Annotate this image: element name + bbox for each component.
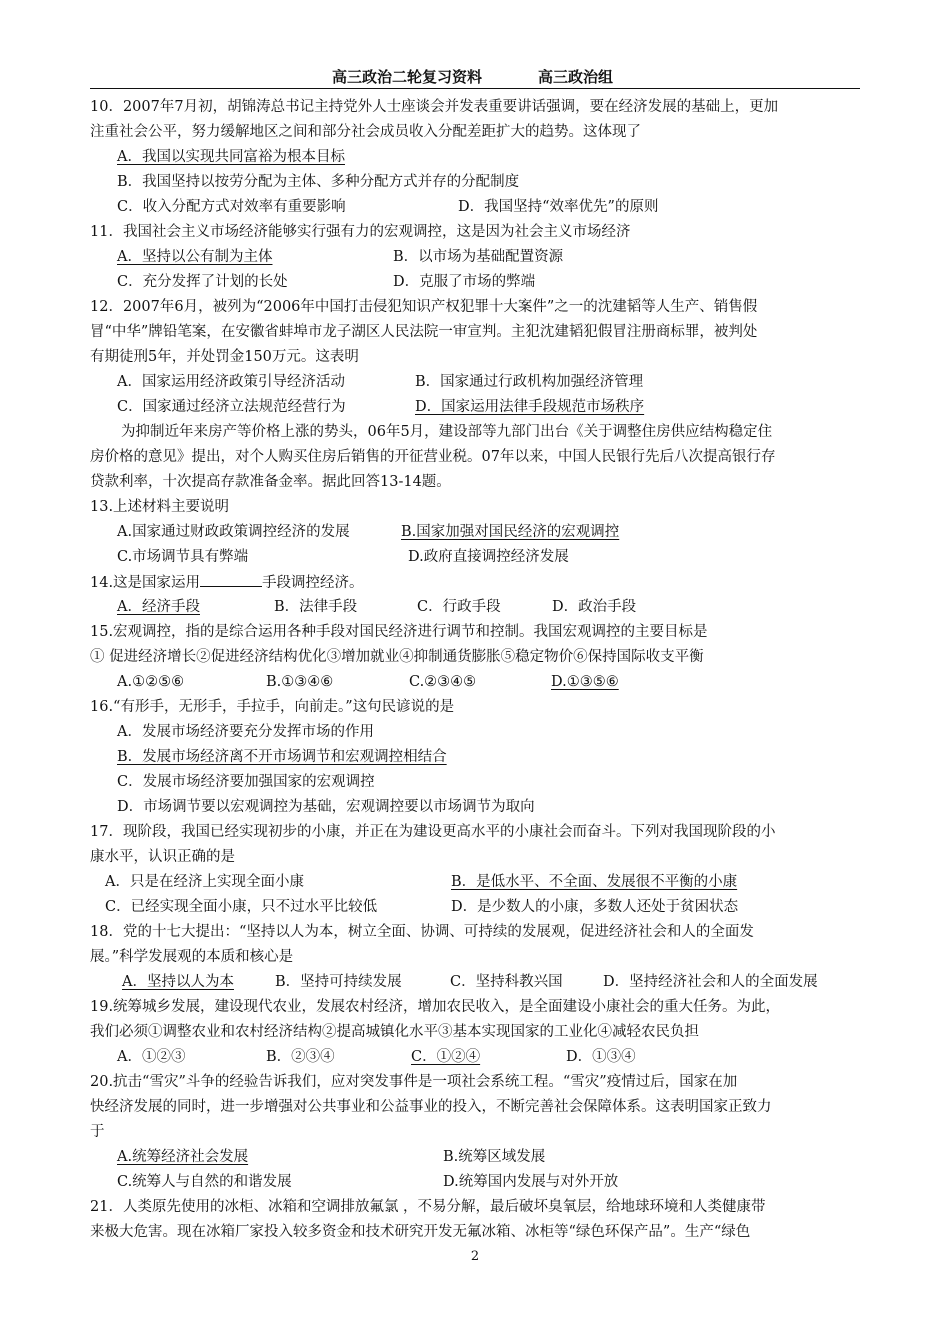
question-11-option-d: D．克服了市场的弊端 [393,274,536,290]
question-15-text: 15.宏观调控，指的是综合运用各种手段对国民经济进行调节和控制。我国宏观调控的主要目标是 [90,624,708,640]
question-12-option-a: A．国家运用经济政策引导经济活动 [117,374,345,390]
question-18-text: 18．党的十七大提出：“坚持以人为本，树立全面、协调、可持续的发展观，促进经济社会和人的全面发 [90,924,754,940]
question-18-option-b: B．坚持可持续发展 [275,974,402,990]
question-19-option-c: C．①②④ [411,1049,481,1065]
question-19-option-b: B．②③④ [266,1049,335,1065]
question-18-option-c: C．坚持科教兴国 [450,974,563,990]
question-17-option-d: D．是少数人的小康，多数人还处于贫困状态 [451,899,739,915]
page-number: 2 [470,1249,480,1264]
material-text: 房价格的意见》提出，对个人购买住房后销售的开征营业税。07年以来，中国人民银行先后八次提高银行存 [90,449,776,465]
question-15-option-a: A.①②⑤⑥ [117,674,185,690]
question-12-option-b: B．国家通过行政机构加强经济管理 [415,374,644,390]
question-13-option-a: A.国家通过财政政策调控经济的发展 [117,524,350,540]
question-12-text: 12．2007年6月，被列为“2006年中国打击侵犯知识产权犯罪十大案件”之一的沈建韬等人生产、销售假 [90,299,758,315]
question-18-option-a: A．坚持以人为本 [122,974,234,990]
question-20-text: 于 [90,1124,105,1140]
question-10-text: 注重社会公平，努力缓解地区之间和部分社会成员收入分配差距扩大的趋势。这体现了 [90,124,641,140]
question-14-text-suffix: 手段调控经济。 [262,575,364,591]
question-16-option-d: D．市场调节要以宏观调控为基础，宏观调控要以市场调节为取向 [117,799,535,815]
header-title: 高三政治二轮复习资料 [332,68,483,86]
question-19-text: 19.统筹城乡发展，建设现代农业，发展农村经济，增加农民收入，是全面建设小康社会的重大任务。为此， [90,999,781,1015]
question-11-option-b: B．以市场为基础配置资源 [393,249,564,265]
question-20-option-b: B.统筹区域发展 [443,1149,546,1165]
page-header [90,66,860,89]
question-14-option-b: B．法律手段 [274,599,358,615]
question-14-option-d: D．政治手段 [552,599,637,615]
question-19-text: 我们必须①调整农业和农村经济结构②提高城镇化水平③基本实现国家的工业化④减轻农民负担 [90,1024,699,1040]
question-13-option-b: B.国家加强对国民经济的宏观调控 [401,524,620,540]
question-20-text: 快经济发展的同时，进一步增强对公共事业和公益事业的投入，不断完善社会保障体系。这表明国家正致力 [90,1099,772,1115]
question-13-option-d: D.政府直接调控经济发展 [408,549,569,565]
question-13-text: 13.上述材料主要说明 [90,499,230,515]
question-16-text: 16.“有形手，无形手，手拉手，向前走。”这句民谚说的是 [90,699,455,715]
question-16-option-b: B．发展市场经济离不开市场调节和宏观调控相结合 [117,749,447,765]
question-10-text: 10．2007年7月初，胡锦涛总书记主持党外人士座谈会并发表重要讲话强调，要在经济发展的基础上，更加 [90,99,779,115]
question-12-text: 有期徒刑5年，并处罚金150万元。这表明 [90,349,359,365]
header-group: 高三政治组 [538,68,614,86]
question-11-option-a: A．坚持以公有制为主体 [117,249,273,265]
question-10-option-a: A．我国以实现共同富裕为根本目标 [117,149,345,165]
question-19-option-a: A．①②③ [117,1049,186,1065]
question-14-option-a: A．经济手段 [117,599,200,615]
question-17-option-b: B．是低水平、不全面、发展很不平衡的小康 [451,874,738,890]
question-21-text: 来极大危害。现在冰箱厂家投入较多资金和技术研究开发无氟冰箱、冰柜等“绿色环保产品”。生产“绿色 [90,1224,751,1240]
question-15-option-d: D.①③⑤⑥ [551,674,619,690]
material-text: 贷款利率，十次提高存款准备金率。据此回答13-14题。 [90,474,451,490]
question-16-option-a: A．发展市场经济要充分发挥市场的作用 [117,724,374,740]
question-12-option-d: D．国家运用法律手段规范市场秩序 [415,399,645,415]
question-14-text-prefix: 14.这是国家运用 [90,575,201,591]
question-11-text: 11．我国社会主义市场经济能够实行强有力的宏观调控，这是因为社会主义市场经济 [90,224,631,240]
question-17-text: 17．现阶段，我国已经实现初步的小康，并正在为建设更高水平的小康社会而奋斗。下列对我国现阶段的小 [90,824,776,840]
question-20-option-d: D.统筹国内发展与对外开放 [443,1174,619,1190]
question-15-option-b: B.①③④⑥ [266,674,334,690]
question-12-option-c: C．国家通过经济立法规范经营行为 [117,399,346,415]
question-15-text: ① 促进经济增长②促进经济结构优化③增加就业④抑制通货膨胀⑤稳定物价⑥保持国际收支平衡 [90,649,704,665]
question-18-text: 展。”科学发展观的本质和核心是 [90,949,294,965]
answer-blank [200,572,262,587]
question-17-option-a: A．只是在经济上实现全面小康 [105,874,304,890]
question-16-option-c: C．发展市场经济要加强国家的宏观调控 [117,774,375,790]
question-17-option-c: C．已经实现全面小康，只不过水平比较低 [105,899,378,915]
material-text: 为抑制近年来房产等价格上涨的势头，06年5月，建设部等九部门出台《关于调整住房供应结构稳定住 [121,424,773,440]
question-17-text: 康水平，认识正确的是 [90,849,235,865]
question-13-option-c: C.市场调节具有弊端 [117,549,249,565]
question-20-option-a: A.统筹经济社会发展 [117,1149,249,1165]
question-15-option-c: C.②③④⑤ [409,674,477,690]
question-18-option-d: D．坚持经济社会和人的全面发展 [603,974,818,990]
question-14-option-c: C．行政手段 [417,599,501,615]
question-10-option-d: D．我国坚持“效率优先”的原则 [458,199,659,215]
question-14-text [90,572,364,593]
question-10-option-b: B．我国坚持以按劳分配为主体、多种分配方式并存的分配制度 [117,174,520,190]
question-11-option-c: C．充分发挥了计划的长处 [117,274,288,290]
question-10-option-c: C．收入分配方式对效率有重要影响 [117,199,346,215]
question-19-option-d: D．①③④ [566,1049,636,1065]
question-21-text: 21．人类原先使用的冰柜、冰箱和空调排放氟氯 ，不易分解，最后破坏臭氧层，给地球环境和人类健康带 [90,1199,766,1215]
question-20-text: 20.抗击“雪灾”斗争的经验告诉我们，应对突发事件是一项社会系统工程。“雪灾”疫情过后，国家在加 [90,1074,738,1090]
question-12-text: 冒“中华”牌铅笔案，在安徽省蚌埠市龙子湖区人民法院一审宣判。主犯沈建韬犯假冒注册商标罪，被判处 [90,324,758,340]
question-20-option-c: C.统筹人与自然的和谐发展 [117,1174,292,1190]
